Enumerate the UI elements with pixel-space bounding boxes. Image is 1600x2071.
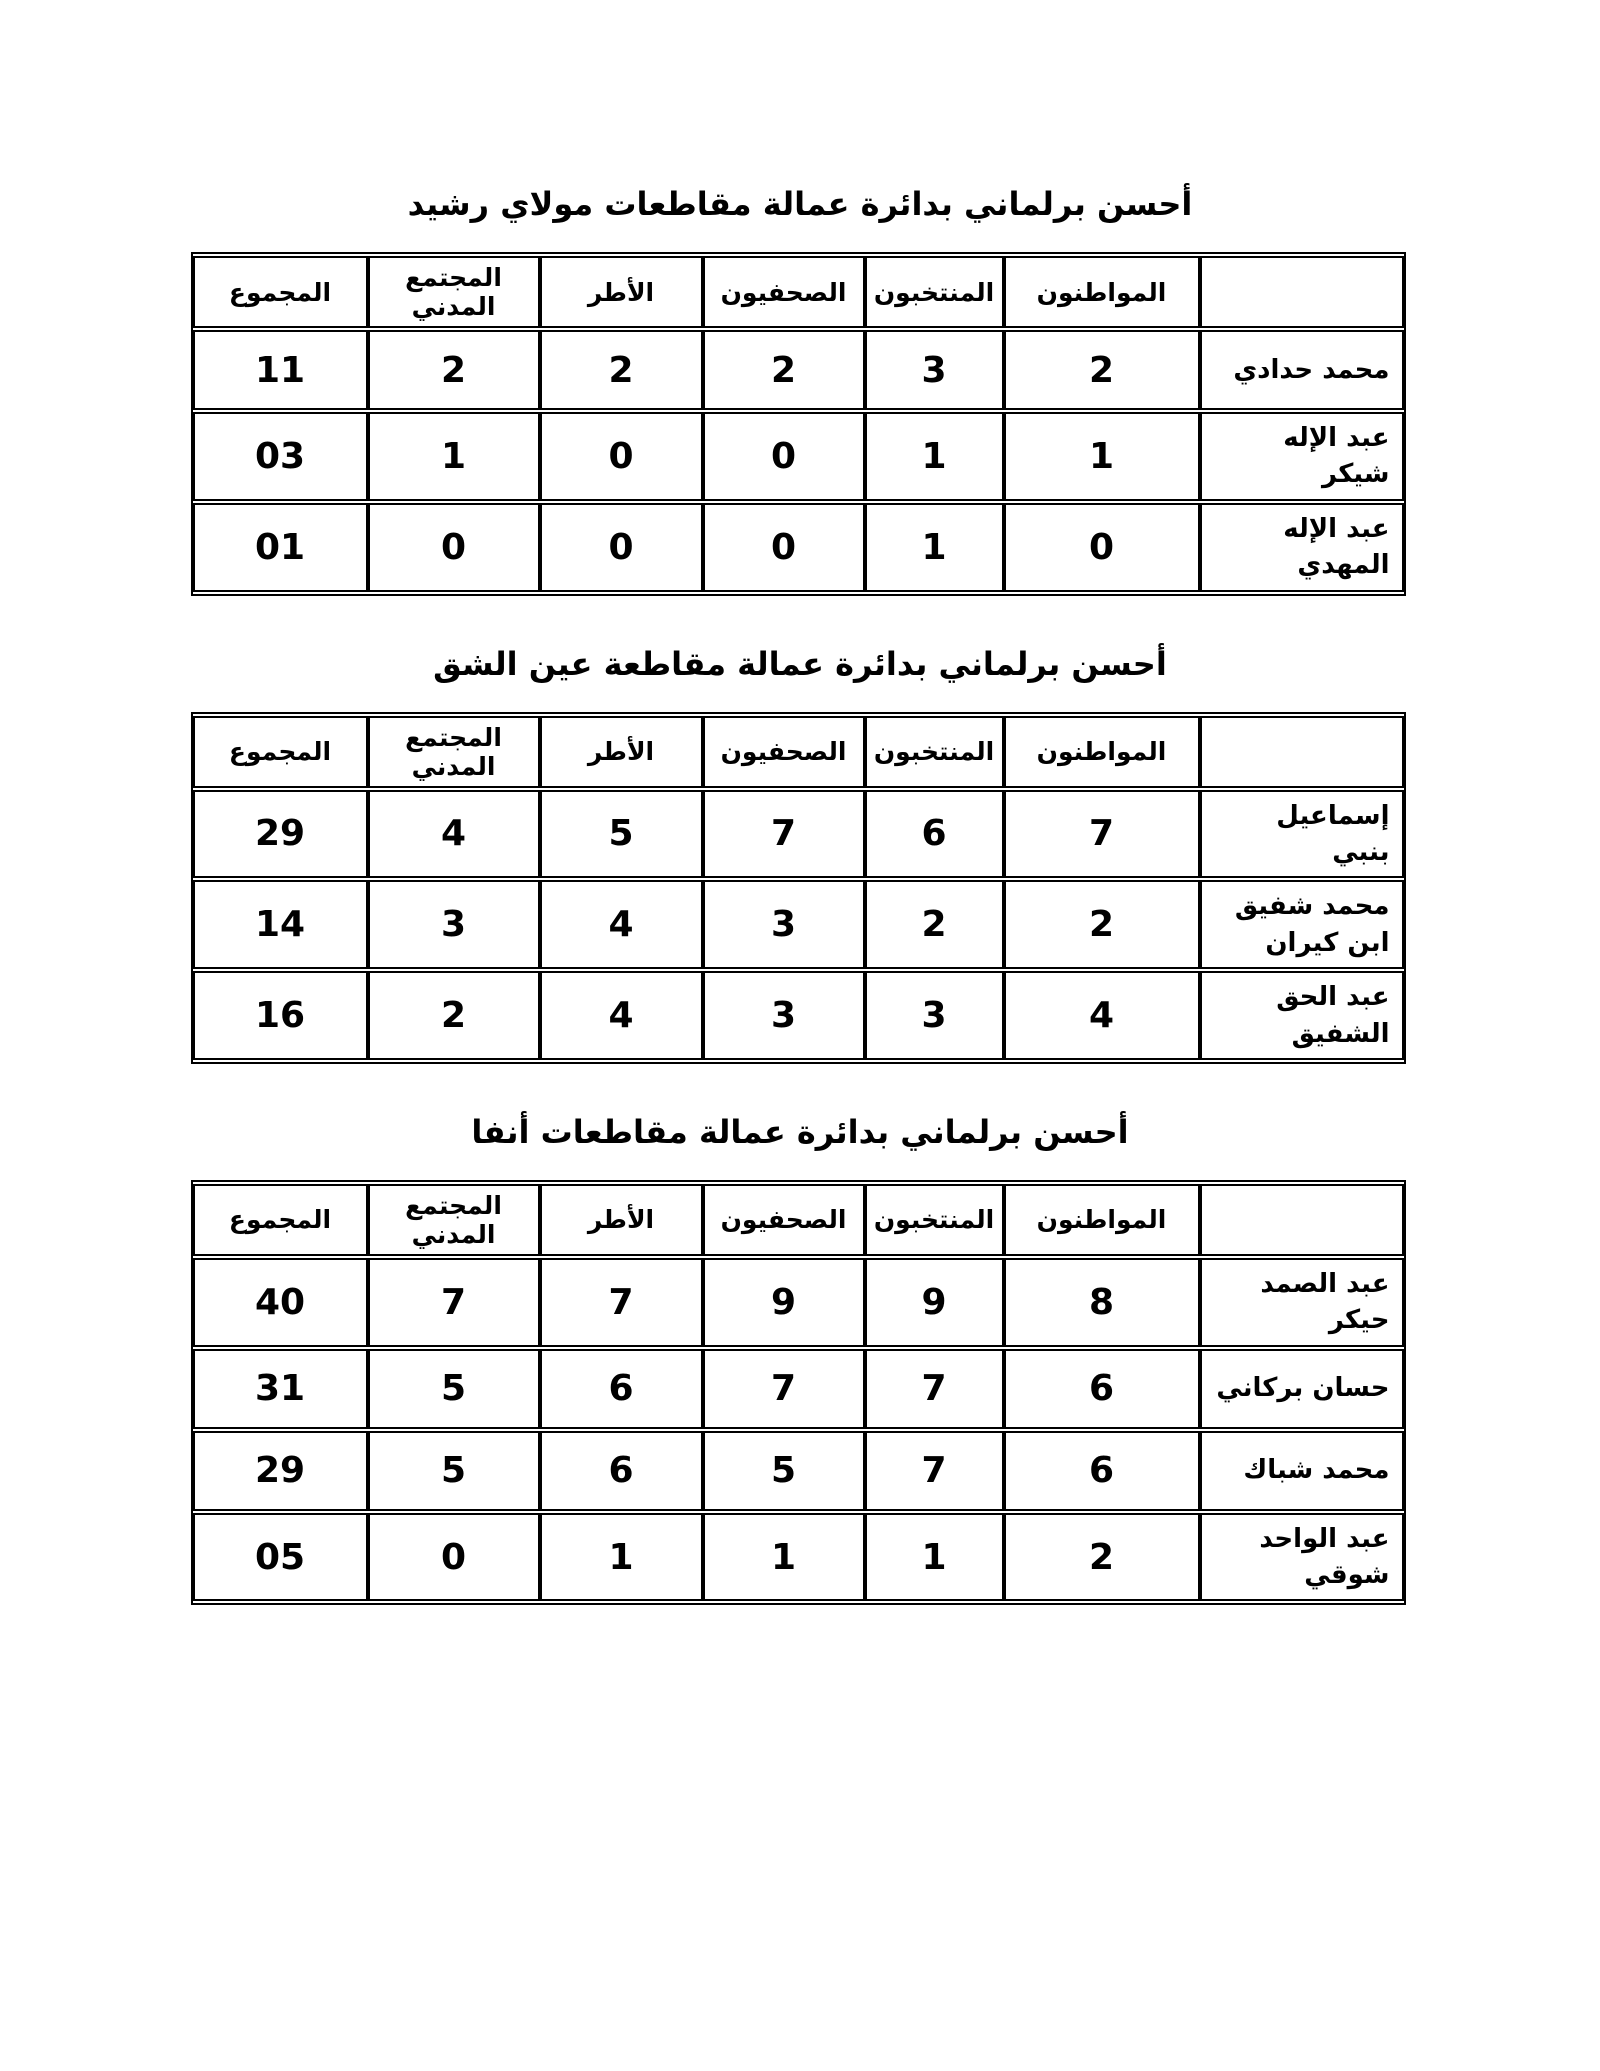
- header-row: [193, 716, 1404, 788]
- cadres-score-cell: 6: [540, 1431, 703, 1511]
- header-cell-total: المجموع: [193, 1184, 368, 1256]
- header-row: [193, 256, 1404, 328]
- total-score-cell: 14: [193, 880, 368, 969]
- citizens-score-cell: 0: [1004, 503, 1200, 592]
- civil-society-score-cell: 5: [368, 1349, 540, 1429]
- cadres-score-cell: 0: [540, 503, 703, 592]
- citizens-score-cell: 6: [1004, 1431, 1200, 1511]
- header-cell-total: المجموع: [193, 256, 368, 328]
- candidate-name-cell: إسماعيل بنبي: [1200, 790, 1404, 879]
- cadres-score-cell: 1: [540, 1513, 703, 1602]
- total-score-cell: 16: [193, 971, 368, 1060]
- citizens-score-cell: 4: [1004, 971, 1200, 1060]
- header-cell-cadres: الأطر: [540, 1184, 703, 1256]
- header-cell-civil-society: المجتمع المدني: [368, 1184, 540, 1256]
- candidate-name-cell: محمد شباك: [1200, 1431, 1404, 1511]
- cadres-score-cell: 4: [540, 880, 703, 969]
- civil-society-score-cell: 1: [368, 412, 540, 501]
- civil-society-score-cell: 3: [368, 880, 540, 969]
- civil-society-score-cell: 0: [368, 503, 540, 592]
- total-score-cell: 29: [193, 1431, 368, 1511]
- journalists-score-cell: 9: [703, 1258, 865, 1347]
- header-row: [193, 1184, 1404, 1256]
- citizens-score-cell: 1: [1004, 412, 1200, 501]
- elected-score-cell: 7: [865, 1349, 1004, 1429]
- elected-score-cell: 1: [865, 412, 1004, 501]
- header-cell-name: [1200, 256, 1404, 328]
- header-cell-name: [1200, 1184, 1404, 1256]
- elected-score-cell: 1: [865, 1513, 1004, 1602]
- candidate-name-cell: عبد الواحد شوقي: [1200, 1513, 1404, 1602]
- citizens-score-cell: 2: [1004, 880, 1200, 969]
- elected-score-cell: 3: [865, 330, 1004, 410]
- civil-society-score-cell: 5: [368, 1431, 540, 1511]
- header-cell-elected: المنتخبون: [865, 256, 1004, 328]
- candidate-name-cell: عبد الحق الشفيق: [1200, 971, 1404, 1060]
- cadres-score-cell: 4: [540, 971, 703, 1060]
- elected-score-cell: 7: [865, 1431, 1004, 1511]
- elected-score-cell: 2: [865, 880, 1004, 969]
- civil-society-score-cell: 4: [368, 790, 540, 879]
- elected-score-cell: 9: [865, 1258, 1004, 1347]
- table-row: [193, 412, 1404, 501]
- header-cell-name: [1200, 716, 1404, 788]
- total-score-cell: 40: [193, 1258, 368, 1347]
- citizens-score-cell: 2: [1004, 1513, 1200, 1602]
- total-score-cell: 31: [193, 1349, 368, 1429]
- table-row: [193, 790, 1404, 879]
- candidate-name-cell: عبد الإله المهدي: [1200, 503, 1404, 592]
- header-cell-journalists: الصحفيون: [703, 1184, 865, 1256]
- table-row: [193, 971, 1404, 1060]
- header-cell-elected: المنتخبون: [865, 716, 1004, 788]
- header-cell-journalists: الصحفيون: [703, 716, 865, 788]
- journalists-score-cell: 1: [703, 1513, 865, 1602]
- score-table-anfa: [191, 1180, 1406, 1606]
- citizens-score-cell: 7: [1004, 790, 1200, 879]
- table-title-anfa: أحسن برلماني بدائرة عمالة مقاطعات أنفا: [471, 1112, 1129, 1151]
- table-row: [193, 503, 1404, 592]
- elected-score-cell: 3: [865, 971, 1004, 1060]
- table-row: [193, 330, 1404, 410]
- header-cell-cadres: الأطر: [540, 256, 703, 328]
- journalists-score-cell: 5: [703, 1431, 865, 1511]
- journalists-score-cell: 0: [703, 503, 865, 592]
- candidate-name-cell: حسان بركاني: [1200, 1349, 1404, 1429]
- total-score-cell: 29: [193, 790, 368, 879]
- civil-society-score-cell: 7: [368, 1258, 540, 1347]
- table-row: [193, 1513, 1404, 1602]
- cadres-score-cell: 2: [540, 330, 703, 410]
- journalists-score-cell: 7: [703, 790, 865, 879]
- header-cell-citizens: المواطنون: [1004, 1184, 1200, 1256]
- header-cell-elected: المنتخبون: [865, 1184, 1004, 1256]
- journalists-score-cell: 7: [703, 1349, 865, 1429]
- citizens-score-cell: 2: [1004, 330, 1200, 410]
- civil-society-score-cell: 2: [368, 330, 540, 410]
- citizens-score-cell: 6: [1004, 1349, 1200, 1429]
- header-cell-journalists: الصحفيون: [703, 256, 865, 328]
- cadres-score-cell: 6: [540, 1349, 703, 1429]
- cadres-score-cell: 0: [540, 412, 703, 501]
- journalists-score-cell: 3: [703, 971, 865, 1060]
- table-title-ain-chock: أحسن برلماني بدائرة عمالة مقاطعة عين الشق: [433, 644, 1167, 683]
- table-row: [193, 1349, 1404, 1429]
- candidate-name-cell: عبد الصمد حيكر: [1200, 1258, 1404, 1347]
- journalists-score-cell: 3: [703, 880, 865, 969]
- citizens-score-cell: 8: [1004, 1258, 1200, 1347]
- score-table-moulay-rachid: [191, 252, 1406, 596]
- header-cell-citizens: المواطنون: [1004, 716, 1200, 788]
- candidate-name-cell: محمد حدادي: [1200, 330, 1404, 410]
- civil-society-score-cell: 0: [368, 1513, 540, 1602]
- total-score-cell: 05: [193, 1513, 368, 1602]
- journalists-score-cell: 0: [703, 412, 865, 501]
- header-cell-civil-society: المجتمع المدني: [368, 716, 540, 788]
- cadres-score-cell: 7: [540, 1258, 703, 1347]
- header-cell-cadres: الأطر: [540, 716, 703, 788]
- total-score-cell: 01: [193, 503, 368, 592]
- elected-score-cell: 1: [865, 503, 1004, 592]
- header-cell-total: المجموع: [193, 716, 368, 788]
- table-row: [193, 1431, 1404, 1511]
- total-score-cell: 03: [193, 412, 368, 501]
- table-row: [193, 880, 1404, 969]
- journalists-score-cell: 2: [703, 330, 865, 410]
- table-row: [193, 1258, 1404, 1347]
- elected-score-cell: 6: [865, 790, 1004, 879]
- total-score-cell: 11: [193, 330, 368, 410]
- score-table-ain-chock: [191, 712, 1406, 1064]
- candidate-name-cell: عبد الإله شيكر: [1200, 412, 1404, 501]
- table-title-moulay-rachid: أحسن برلماني بدائرة عمالة مقاطعات مولاي رشيد: [407, 185, 1193, 223]
- document-page: [195, 0, 1406, 1605]
- header-cell-citizens: المواطنون: [1004, 256, 1200, 328]
- cadres-score-cell: 5: [540, 790, 703, 879]
- candidate-name-cell: محمد شفيق ابن كيران: [1200, 880, 1404, 969]
- header-cell-civil-society: المجتمع المدني: [368, 256, 540, 328]
- civil-society-score-cell: 2: [368, 971, 540, 1060]
